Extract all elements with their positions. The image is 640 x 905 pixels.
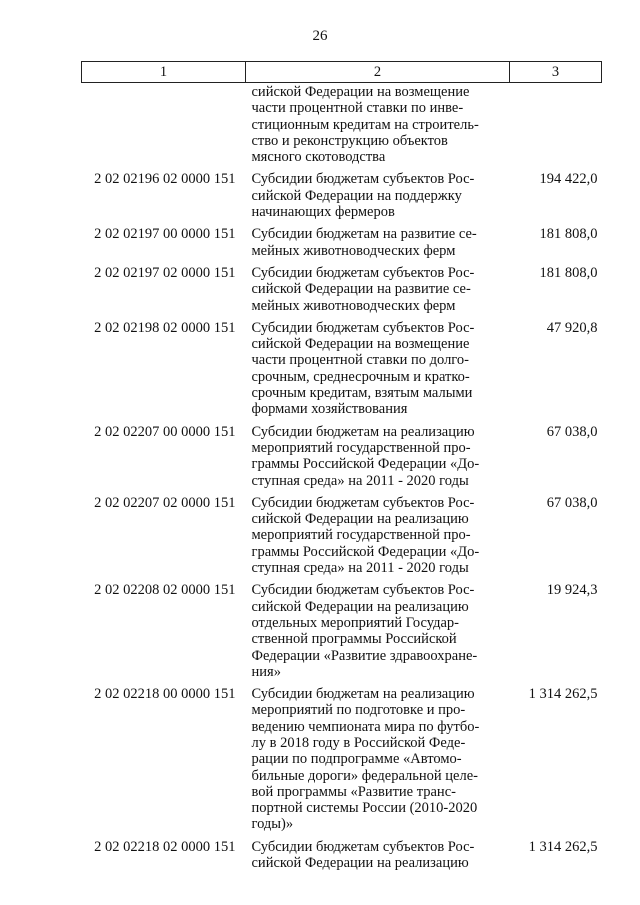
description-line: Субсидии бюджетам субъектов Рос- xyxy=(251,171,475,188)
description-line: бильные дороги» федеральной целе- xyxy=(251,767,478,784)
table-row xyxy=(82,226,602,265)
table-cell-code: 2 02 02197 02 0000 151 xyxy=(94,264,236,281)
table-cell-code: 2 02 02197 00 0000 151 xyxy=(94,226,236,243)
table-cell-code: 2 02 02198 02 0000 151 xyxy=(94,319,236,336)
description-line: портной системы России (2010-2020 xyxy=(251,800,478,817)
description-line: части процентной ставки по долго- xyxy=(251,352,469,369)
description-line: сийской Федерации на возмещение xyxy=(251,84,470,100)
description-line: ступная среда» на 2011 - 2020 годы xyxy=(251,560,469,577)
table-cell-amount: 181 808,0 xyxy=(539,264,598,281)
description-line: мейных животноводческих ферм xyxy=(251,242,456,259)
description-line: мясного скотоводства xyxy=(251,149,386,166)
table-cell-amount: 1 314 262,5 xyxy=(528,838,598,855)
table-cell-code: 2 02 02196 02 0000 151 xyxy=(94,171,236,188)
description-line: мероприятий государственной про- xyxy=(251,439,471,456)
table-cell-code: 2 02 02218 02 0000 151 xyxy=(94,838,236,855)
table-cell-description xyxy=(246,226,510,265)
description-line: Субсидии бюджетам на реализацию xyxy=(251,423,475,440)
table-cell-code: 2 02 02218 00 0000 151 xyxy=(94,686,236,703)
table-cell-description xyxy=(246,320,510,424)
description-line: вой программы «Развитие транс- xyxy=(251,783,456,800)
description-line: Субсидии бюджетам субъектов Рос- xyxy=(251,319,475,336)
table-cell-amount: 194 422,0 xyxy=(539,171,598,188)
table-row xyxy=(82,582,602,686)
description-line: годы)» xyxy=(251,816,294,833)
table-cell-code: 2 02 02208 02 0000 151 xyxy=(94,582,236,599)
description-line: рации по подпрограмме «Автомо- xyxy=(251,751,462,768)
description-line: формами хозяйствования xyxy=(251,401,408,418)
table-row xyxy=(82,424,602,495)
table-cell-amount xyxy=(510,83,602,172)
description-line: срочным, среднесрочным и кратко- xyxy=(251,368,470,385)
description-line: Субсидии бюджетам субъектов Рос- xyxy=(251,582,475,599)
description-line: Субсидии бюджетам субъектов Рос- xyxy=(251,494,475,511)
table-cell-description xyxy=(246,686,510,839)
description-line: сийской Федерации на поддержку xyxy=(251,187,462,204)
column-header-code: 1 xyxy=(82,62,246,83)
table-row xyxy=(82,839,602,878)
description-line: граммы Российской Федерации «До- xyxy=(251,456,480,473)
column-header-description: 2 xyxy=(246,62,510,83)
page-number: 26 xyxy=(312,28,328,44)
description-line: мероприятий государственной про- xyxy=(251,527,471,544)
description-line: ственной программы Российской xyxy=(251,631,457,648)
table-cell-amount: 181 808,0 xyxy=(539,226,598,243)
description-line: Субсидии бюджетам на развитие се- xyxy=(251,226,477,243)
table-cell-description xyxy=(246,265,510,320)
table-row xyxy=(82,495,602,582)
table-cell-amount: 19 924,3 xyxy=(546,582,598,599)
description-line: отдельных мероприятий Государ- xyxy=(251,614,459,631)
table-cell-amount: 1 314 262,5 xyxy=(528,686,598,703)
table-cell-amount: 67 038,0 xyxy=(546,494,598,511)
description-line: части процентной ставки по инве- xyxy=(251,100,464,117)
description-line: сийской Федерации на реализацию xyxy=(251,855,469,872)
table-row xyxy=(82,320,602,424)
table-cell-amount: 67 038,0 xyxy=(546,423,598,440)
table-cell-amount: 47 920,8 xyxy=(546,319,598,336)
table-row xyxy=(82,686,602,839)
description-line: ведению чемпионата мира по футбо- xyxy=(251,718,480,735)
budget-table xyxy=(81,61,602,877)
table-row xyxy=(82,171,602,226)
description-line: мероприятий по подготовке и про- xyxy=(251,702,466,719)
description-line: лу в 2018 году в Российской Феде- xyxy=(251,734,466,751)
description-line: Субсидии бюджетам субъектов Рос- xyxy=(251,838,475,855)
description-line: стиционным кредитам на строитель- xyxy=(251,116,479,133)
column-header-amount: 3 xyxy=(510,62,602,83)
description-line: начинающих фермеров xyxy=(251,204,395,221)
table-cell-description xyxy=(246,582,510,686)
description-line: сийской Федерации на реализацию xyxy=(251,511,469,528)
table-cell-description xyxy=(246,424,510,495)
description-line: сийской Федерации на развитие се- xyxy=(251,281,471,298)
table-cell-code: 2 02 02207 02 0000 151 xyxy=(94,494,236,511)
table-row xyxy=(82,265,602,320)
table-cell-description xyxy=(246,839,510,878)
description-line: ступная среда» на 2011 - 2020 годы xyxy=(251,472,469,489)
table-row-continuation xyxy=(82,83,602,172)
table-body xyxy=(82,83,602,878)
description-line: Федерации «Развитие здравоохране- xyxy=(251,647,478,664)
table-cell-description xyxy=(246,495,510,582)
table-cell-description xyxy=(246,83,510,172)
table-header-row xyxy=(82,62,602,83)
description-line: Субсидии бюджетам субъектов Рос- xyxy=(251,264,475,281)
description-line: ния» xyxy=(251,663,281,680)
description-line: срочным кредитам, взятым малыми xyxy=(251,385,473,402)
description-line: граммы Российской Федерации «До- xyxy=(251,543,480,560)
description-line: сийской Федерации на возмещение xyxy=(251,336,470,353)
description-line: ство и реконструкцию объектов xyxy=(251,132,448,149)
description-line: мейных животноводческих ферм xyxy=(251,297,456,314)
table-cell-description xyxy=(246,171,510,226)
description-line: сийской Федерации на реализацию xyxy=(251,598,469,615)
table-cell-code: 2 02 02207 00 0000 151 xyxy=(94,423,236,440)
table-cell-code xyxy=(82,83,246,172)
description-line: Субсидии бюджетам на реализацию xyxy=(251,686,475,703)
